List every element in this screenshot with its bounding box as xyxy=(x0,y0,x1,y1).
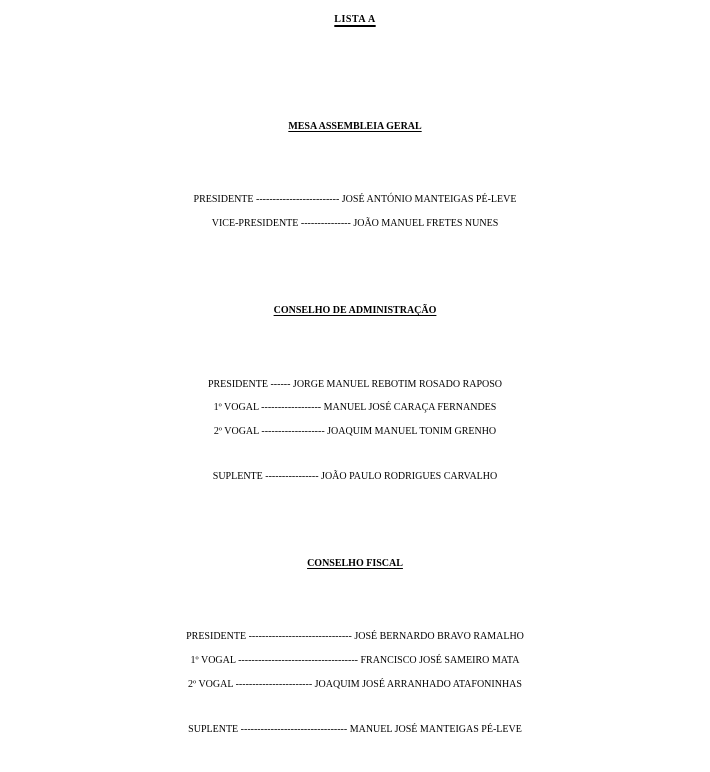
section-heading-mesa-assembleia-geral: MESA ASSEMBLEIA GERAL xyxy=(288,121,422,132)
mesa-row-presidente: PRESIDENTE ------------------------- JOSÉ ANTÓNIO MANTEIGAS PÉ-LEVE xyxy=(193,194,517,205)
section-heading-conselho-fiscal: CONSELHO FISCAL xyxy=(307,558,403,569)
administracao-row-presidente: PRESIDENTE ------ JORGE MANUEL REBOTIM ROSADO RAPOSO xyxy=(207,379,503,390)
fiscal-row-presidente: PRESIDENTE ------------------------------- JOSÉ BERNARDO BRAVO RAMALHO xyxy=(186,631,524,642)
mesa-row-vice-presidente: VICE-PRESIDENTE --------------- JOÃO MANUEL FRETES NUNES xyxy=(211,218,499,229)
administracao-row-1-vogal: 1º VOGAL ------------------ MANUEL JOSÉ CARAÇA FERNANDES xyxy=(213,402,497,413)
fiscal-row-suplente: SUPLENTE -------------------------------- MANUEL JOSÉ MANTEIGAS PÉ-LEVE xyxy=(188,724,522,735)
fiscal-row-2-vogal: 2º VOGAL ----------------------- JOAQUIM JOSÉ ARRANHADO ATAFONINHAS xyxy=(188,679,522,690)
page-title: LISTA A xyxy=(334,14,376,25)
administracao-row-suplente: SUPLENTE ---------------- JOÃO PAULO RODRIGUES CARVALHO xyxy=(212,471,498,482)
fiscal-row-1-vogal: 1º VOGAL ------------------------------------ FRANCISCO JOSÉ SAMEIRO MATA xyxy=(190,655,520,666)
section-heading-conselho-administracao: CONSELHO DE ADMINISTRAÇÃO xyxy=(273,305,437,316)
administracao-row-2-vogal: 2º VOGAL ------------------- JOAQUIM MANUEL TONIM GRENHO xyxy=(213,426,497,437)
